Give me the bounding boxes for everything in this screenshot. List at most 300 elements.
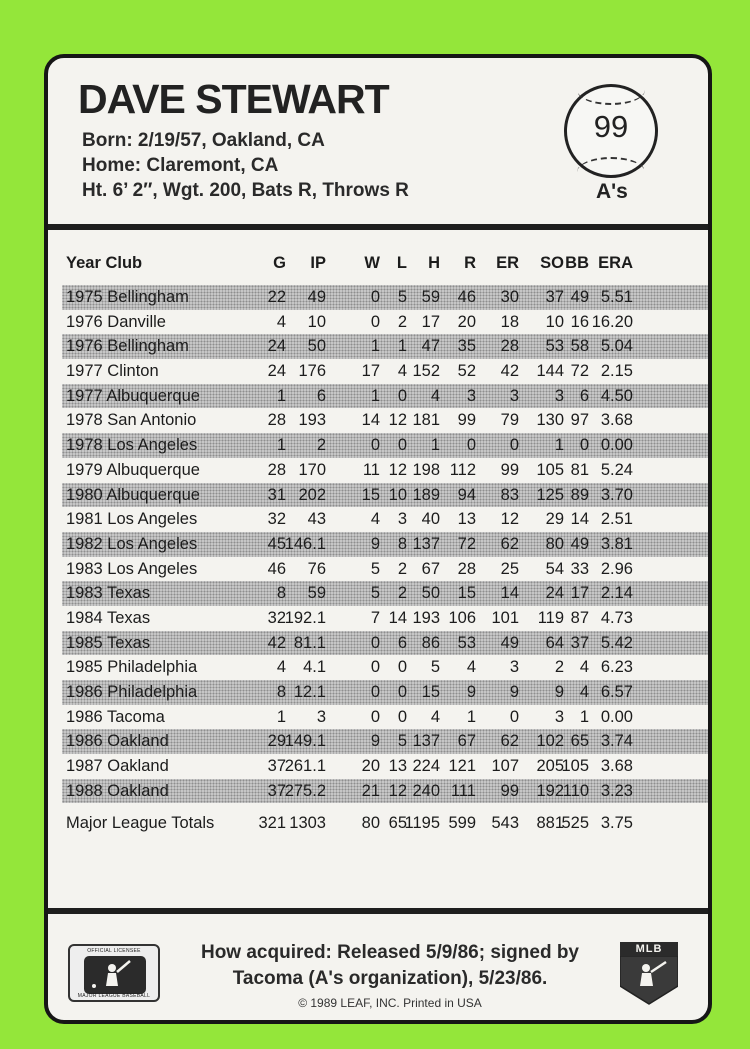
cell-year-club: 1988 Oakland xyxy=(66,781,169,800)
cell-w: 20 xyxy=(361,757,380,776)
cell-ip: 3 xyxy=(316,707,326,726)
cell-bb: 49 xyxy=(570,288,589,306)
table-row xyxy=(62,655,708,680)
home-line: Home: Claremont, CA xyxy=(82,155,279,176)
cell-so: 53 xyxy=(545,337,564,356)
cell-er: 42 xyxy=(500,362,519,381)
table-row xyxy=(62,532,708,557)
stats-table xyxy=(62,248,708,839)
cell-era: 4.73 xyxy=(600,608,633,627)
cell-w: 0 xyxy=(370,436,380,455)
cell-er: 99 xyxy=(500,460,519,479)
cell-l: 8 xyxy=(397,534,407,553)
cell-g: 37 xyxy=(267,757,286,776)
totals-label: Major League Totals xyxy=(66,814,215,833)
cell-l: 0 xyxy=(397,658,407,677)
cell-so: 119 xyxy=(537,608,564,627)
cell-so: 24 xyxy=(545,584,564,603)
cell-w: 7 xyxy=(370,608,380,627)
mlb-logo-bottom-text: MAJOR LEAGUE BASEBALL xyxy=(77,993,151,999)
cell-w: 0 xyxy=(370,312,380,331)
cell-bb: 49 xyxy=(570,534,589,553)
cell-bb: 87 xyxy=(570,608,589,627)
cell-r: 53 xyxy=(457,633,476,652)
cell-era: 5.42 xyxy=(600,633,633,652)
header-ip: IP xyxy=(310,254,326,272)
cell-year-club: 1987 Oakland xyxy=(66,757,169,776)
cell-l: 2 xyxy=(397,559,407,578)
totals-row xyxy=(62,807,708,839)
cell-er: 79 xyxy=(500,411,519,430)
cell-g: 45 xyxy=(267,534,286,553)
cell-h: 40 xyxy=(421,510,440,529)
cell-bb: 4 xyxy=(579,658,589,677)
cell-year-club: 1983 Texas xyxy=(66,584,151,603)
cell-bb: 89 xyxy=(570,485,589,504)
cell-year-club: 1985 Texas xyxy=(66,633,151,652)
cell-h: 67 xyxy=(421,559,440,578)
cell-year-club: 1979 Albuquerque xyxy=(66,460,200,479)
cell-bb: 81 xyxy=(570,460,589,479)
cell-h: 189 xyxy=(412,485,440,504)
ball-seam-top xyxy=(577,75,645,105)
cell-w: 1 xyxy=(370,386,380,405)
stats-rows xyxy=(62,285,708,803)
header-era: ERA xyxy=(598,254,633,272)
cell-r: 46 xyxy=(457,288,476,306)
cell-year-club: 1978 Los Angeles xyxy=(66,436,198,455)
cell-ip: 43 xyxy=(307,510,326,529)
cell-g: 1 xyxy=(276,436,286,455)
cell-h: 5 xyxy=(430,658,440,677)
table-row xyxy=(62,581,708,606)
born-line: Born: 2/19/57, Oakland, CA xyxy=(82,130,325,151)
cell-ip: 149.1 xyxy=(284,732,326,751)
header-g: G xyxy=(273,254,286,272)
cell-bb: 17 xyxy=(570,584,589,603)
table-row xyxy=(62,680,708,705)
copyright-text: © 1989 LEAF, INC. Printed in USA xyxy=(298,996,482,1010)
cell-r: 106 xyxy=(448,608,476,627)
cell-l: 14 xyxy=(388,608,407,627)
cell-era: 6.23 xyxy=(600,658,633,677)
table-row xyxy=(62,606,708,631)
cell-bb: 58 xyxy=(570,337,589,356)
team-name: A's xyxy=(596,180,628,203)
cell-l: 5 xyxy=(397,732,407,751)
cell-r: 28 xyxy=(457,559,476,578)
cell-w: 0 xyxy=(370,633,380,652)
cell-l: 1 xyxy=(397,337,407,356)
cell-year-club: 1975 Bellingham xyxy=(66,288,189,306)
totals-r: 599 xyxy=(448,814,476,833)
cell-so: 54 xyxy=(545,559,564,578)
cell-er: 18 xyxy=(500,312,519,331)
cell-l: 0 xyxy=(397,436,407,455)
cell-r: 94 xyxy=(457,485,476,504)
cell-ip: 170 xyxy=(298,460,326,479)
cell-ip: 10 xyxy=(307,312,326,331)
cell-g: 24 xyxy=(267,362,286,381)
cell-r: 4 xyxy=(466,658,476,677)
cell-so: 205 xyxy=(536,757,564,776)
cell-year-club: 1985 Philadelphia xyxy=(66,658,198,677)
cell-bb: 105 xyxy=(561,757,589,776)
cell-era: 0.00 xyxy=(600,436,633,455)
header-r: R xyxy=(464,254,476,272)
cell-er: 12 xyxy=(500,510,519,529)
cell-l: 2 xyxy=(397,584,407,603)
totals-g: 321 xyxy=(258,814,286,833)
cell-year-club: 1976 Danville xyxy=(66,312,166,331)
cell-g: 8 xyxy=(276,584,286,603)
cell-bb: 72 xyxy=(570,362,589,381)
cell-era: 5.51 xyxy=(600,288,633,306)
cell-h: 4 xyxy=(430,707,440,726)
how-acquired xyxy=(170,940,610,992)
totals-l: 65 xyxy=(388,814,407,833)
cell-year-club: 1980 Albuquerque xyxy=(66,485,200,504)
cell-h: 15 xyxy=(421,683,440,701)
cell-ip: 4.1 xyxy=(303,658,326,677)
cell-year-club: 1986 Oakland xyxy=(66,732,169,751)
table-row xyxy=(62,408,708,433)
physical-line: Ht. 6’ 2″, Wgt. 200, Bats R, Throws R xyxy=(82,180,409,201)
cell-year-club: 1976 Bellingham xyxy=(66,337,189,356)
table-row xyxy=(62,754,708,779)
totals-so: 881 xyxy=(536,814,564,833)
table-row xyxy=(62,507,708,532)
cell-g: 46 xyxy=(267,559,286,578)
cell-w: 9 xyxy=(370,732,380,751)
cell-era: 5.04 xyxy=(600,337,633,356)
cell-w: 11 xyxy=(362,460,380,479)
cell-h: 240 xyxy=(412,781,440,800)
cell-year-club: 1977 Albuquerque xyxy=(66,386,200,405)
cell-bb: 6 xyxy=(579,386,589,405)
cell-w: 21 xyxy=(361,781,380,800)
card-footer xyxy=(48,914,708,1024)
cell-h: 137 xyxy=(412,732,440,751)
mlb-batter-icon xyxy=(84,956,146,994)
cell-r: 52 xyxy=(457,362,476,381)
cell-g: 28 xyxy=(267,411,286,430)
cell-g: 37 xyxy=(267,781,286,800)
cell-er: 9 xyxy=(509,683,519,701)
cell-r: 67 xyxy=(457,732,476,751)
cell-er: 49 xyxy=(500,633,519,652)
table-row xyxy=(62,285,708,310)
cell-bb: 14 xyxy=(570,510,589,529)
cell-so: 102 xyxy=(536,732,564,751)
cell-era: 2.51 xyxy=(600,510,633,529)
header-l: L xyxy=(396,254,407,272)
jersey-number: 99 xyxy=(593,109,629,144)
cell-g: 28 xyxy=(267,460,286,479)
cell-ip: 2 xyxy=(316,436,326,455)
cell-bb: 33 xyxy=(570,559,589,578)
header-h: H xyxy=(428,254,440,272)
mlb-logo-top-text: OFFICIAL LICENSEE xyxy=(87,948,141,954)
cell-g: 29 xyxy=(267,732,286,751)
cell-er: 0 xyxy=(509,707,519,726)
cell-h: 17 xyxy=(421,312,440,331)
baseball-card-back xyxy=(44,54,712,1024)
header-year-club: Year Club xyxy=(66,254,143,272)
cell-l: 12 xyxy=(388,460,407,479)
cell-l: 0 xyxy=(397,386,407,405)
header-bb: BB xyxy=(565,254,589,272)
cell-era: 3.68 xyxy=(600,411,633,430)
cell-er: 30 xyxy=(500,288,519,306)
cell-l: 3 xyxy=(397,510,407,529)
cell-h: 47 xyxy=(421,337,440,356)
cell-year-club: 1984 Texas xyxy=(66,608,151,627)
table-row xyxy=(62,557,708,582)
how-acquired-line-1: How acquired: Released 5/9/86; signed by xyxy=(200,942,579,963)
cell-r: 1 xyxy=(466,707,476,726)
cell-year-club: 1981 Los Angeles xyxy=(66,510,198,529)
cell-g: 42 xyxy=(267,633,286,652)
cell-r: 111 xyxy=(450,781,476,800)
cell-era: 2.15 xyxy=(600,362,633,381)
header-so: SO xyxy=(540,254,564,272)
cell-era: 3.81 xyxy=(600,534,633,553)
cell-era: 2.96 xyxy=(600,559,633,578)
cell-r: 35 xyxy=(457,337,476,356)
cell-g: 1 xyxy=(276,707,286,726)
cell-so: 192 xyxy=(536,781,564,800)
player-name: DAVE STEWART xyxy=(78,76,389,122)
cell-year-club: 1978 San Antonio xyxy=(66,411,197,430)
cell-ip: 76 xyxy=(307,559,326,578)
header-divider xyxy=(48,224,708,230)
mlbpa-label: MLB xyxy=(620,942,678,956)
cell-so: 80 xyxy=(545,534,564,553)
cell-ip: 261.1 xyxy=(284,757,326,776)
cell-bb: 16 xyxy=(570,312,589,331)
cell-ip: 146.1 xyxy=(284,534,326,553)
stats-header-row xyxy=(62,248,708,278)
cell-so: 144 xyxy=(536,362,564,381)
cell-l: 10 xyxy=(388,485,407,504)
totals-w: 80 xyxy=(361,814,380,833)
cell-er: 28 xyxy=(500,337,519,356)
cell-so: 10 xyxy=(545,312,564,331)
cell-so: 3 xyxy=(554,386,564,405)
cell-r: 9 xyxy=(466,683,476,701)
cell-w: 0 xyxy=(370,288,380,306)
cell-bb: 0 xyxy=(579,436,589,455)
cell-r: 15 xyxy=(457,584,476,603)
cell-r: 0 xyxy=(466,436,476,455)
cell-r: 13 xyxy=(457,510,476,529)
cell-so: 3 xyxy=(554,707,564,726)
table-row xyxy=(62,729,708,754)
cell-era: 2.14 xyxy=(600,584,633,603)
cell-g: 24 xyxy=(267,337,286,356)
table-row xyxy=(62,705,708,730)
cell-h: 59 xyxy=(421,288,440,306)
table-row xyxy=(62,433,708,458)
cell-w: 0 xyxy=(370,658,380,677)
cell-h: 1 xyxy=(430,436,440,455)
cell-so: 2 xyxy=(554,658,564,677)
cell-bb: 37 xyxy=(570,633,589,652)
cell-so: 125 xyxy=(536,485,564,504)
cell-l: 5 xyxy=(397,288,407,306)
cell-era: 4.50 xyxy=(600,386,633,405)
totals-h: 1195 xyxy=(404,814,440,833)
cell-so: 37 xyxy=(545,288,564,306)
cell-era: 3.70 xyxy=(600,485,633,504)
cell-er: 0 xyxy=(509,436,519,455)
table-row xyxy=(62,359,708,384)
cell-r: 112 xyxy=(449,460,476,479)
player-bio xyxy=(82,128,409,203)
cell-ip: 81.1 xyxy=(293,633,326,652)
cell-ip: 12.1 xyxy=(293,683,326,701)
baseball-number-icon xyxy=(564,84,658,178)
cell-h: 137 xyxy=(412,534,440,553)
table-row xyxy=(62,310,708,335)
cell-w: 5 xyxy=(370,584,380,603)
cell-er: 25 xyxy=(500,559,519,578)
table-row xyxy=(62,334,708,359)
cell-w: 5 xyxy=(370,559,380,578)
cell-era: 5.24 xyxy=(600,460,633,479)
cell-er: 83 xyxy=(500,485,519,504)
cell-era: 0.00 xyxy=(600,707,633,726)
cell-g: 4 xyxy=(276,312,286,331)
cell-g: 32 xyxy=(267,510,286,529)
cell-so: 9 xyxy=(554,683,564,701)
cell-era: 3.68 xyxy=(600,757,633,776)
cell-l: 0 xyxy=(397,683,407,701)
cell-ip: 59 xyxy=(307,584,326,603)
cell-bb: 4 xyxy=(579,683,589,701)
cell-g: 1 xyxy=(276,386,286,405)
cell-bb: 110 xyxy=(562,781,589,800)
cell-h: 4 xyxy=(430,386,440,405)
cell-bb: 97 xyxy=(570,411,589,430)
cell-er: 62 xyxy=(500,732,519,751)
cell-year-club: 1982 Los Angeles xyxy=(66,534,198,553)
totals-era: 3.75 xyxy=(600,814,633,833)
cell-w: 0 xyxy=(370,683,380,701)
cell-r: 3 xyxy=(466,386,476,405)
cell-h: 152 xyxy=(412,362,440,381)
cell-ip: 6 xyxy=(316,386,326,405)
cell-er: 3 xyxy=(509,658,519,677)
cell-l: 12 xyxy=(388,411,407,430)
cell-w: 15 xyxy=(361,485,380,504)
cell-w: 1 xyxy=(370,337,380,356)
cell-er: 101 xyxy=(491,608,519,627)
cell-ip: 49 xyxy=(307,288,326,306)
cell-ip: 193 xyxy=(298,411,326,430)
cell-r: 72 xyxy=(457,534,476,553)
table-row xyxy=(62,779,708,804)
cell-era: 6.57 xyxy=(600,683,633,701)
cell-er: 107 xyxy=(491,757,519,776)
cell-l: 2 xyxy=(397,312,407,331)
cell-er: 3 xyxy=(509,386,519,405)
cell-year-club: 1983 Los Angeles xyxy=(66,559,198,578)
table-row xyxy=(62,384,708,409)
cell-w: 17 xyxy=(361,362,380,381)
totals-ip: 1303 xyxy=(289,814,326,833)
cell-h: 50 xyxy=(421,584,440,603)
cell-g: 32 xyxy=(267,608,286,627)
cell-w: 14 xyxy=(361,411,380,430)
cell-h: 224 xyxy=(412,757,440,776)
cell-year-club: 1986 Philadelphia xyxy=(66,683,198,701)
cell-so: 1 xyxy=(554,436,564,455)
cell-h: 198 xyxy=(412,460,440,479)
cell-h: 181 xyxy=(412,411,440,430)
cell-l: 13 xyxy=(388,757,407,776)
header-w: W xyxy=(364,254,380,272)
cell-ip: 275.2 xyxy=(284,781,326,800)
player-header xyxy=(48,58,708,224)
cell-ip: 176 xyxy=(298,362,326,381)
cell-r: 20 xyxy=(457,312,476,331)
cell-g: 22 xyxy=(267,288,286,306)
cell-bb: 1 xyxy=(579,707,589,726)
table-row xyxy=(62,631,708,656)
table-row xyxy=(62,458,708,483)
cell-h: 86 xyxy=(421,633,440,652)
totals-er: 543 xyxy=(491,814,519,833)
cell-so: 105 xyxy=(536,460,564,479)
cell-r: 121 xyxy=(448,757,476,776)
cell-era: 16.20 xyxy=(591,312,633,331)
cell-year-club: 1977 Clinton xyxy=(66,362,159,381)
cell-l: 4 xyxy=(397,362,407,381)
cell-so: 130 xyxy=(536,411,564,430)
how-acquired-line-2: Tacoma (A's organization), 5/23/86. xyxy=(232,968,548,989)
cell-h: 193 xyxy=(412,608,440,627)
cell-so: 29 xyxy=(545,510,564,529)
cell-w: 0 xyxy=(370,707,380,726)
cell-year-club: 1986 Tacoma xyxy=(66,707,165,726)
mlbpa-logo xyxy=(620,942,678,1006)
cell-so: 64 xyxy=(545,633,564,652)
cell-er: 14 xyxy=(500,584,519,603)
cell-era: 3.23 xyxy=(600,781,633,800)
cell-l: 6 xyxy=(397,633,407,652)
cell-era: 3.74 xyxy=(600,732,633,751)
cell-g: 4 xyxy=(276,658,286,677)
cell-l: 0 xyxy=(397,707,407,726)
cell-er: 62 xyxy=(500,534,519,553)
mlb-licensee-logo xyxy=(68,944,160,1002)
cell-bb: 65 xyxy=(570,732,589,751)
cell-g: 31 xyxy=(267,485,286,504)
cell-l: 12 xyxy=(388,781,407,800)
cell-ip: 192.1 xyxy=(284,608,326,627)
cell-ip: 202 xyxy=(298,485,326,504)
cell-w: 9 xyxy=(370,534,380,553)
cell-w: 4 xyxy=(370,510,380,529)
totals-bb: 525 xyxy=(561,814,589,833)
cell-ip: 50 xyxy=(307,337,326,356)
header-er: ER xyxy=(496,254,519,272)
cell-r: 99 xyxy=(457,411,476,430)
cell-g: 8 xyxy=(276,683,286,701)
cell-er: 99 xyxy=(500,781,519,800)
